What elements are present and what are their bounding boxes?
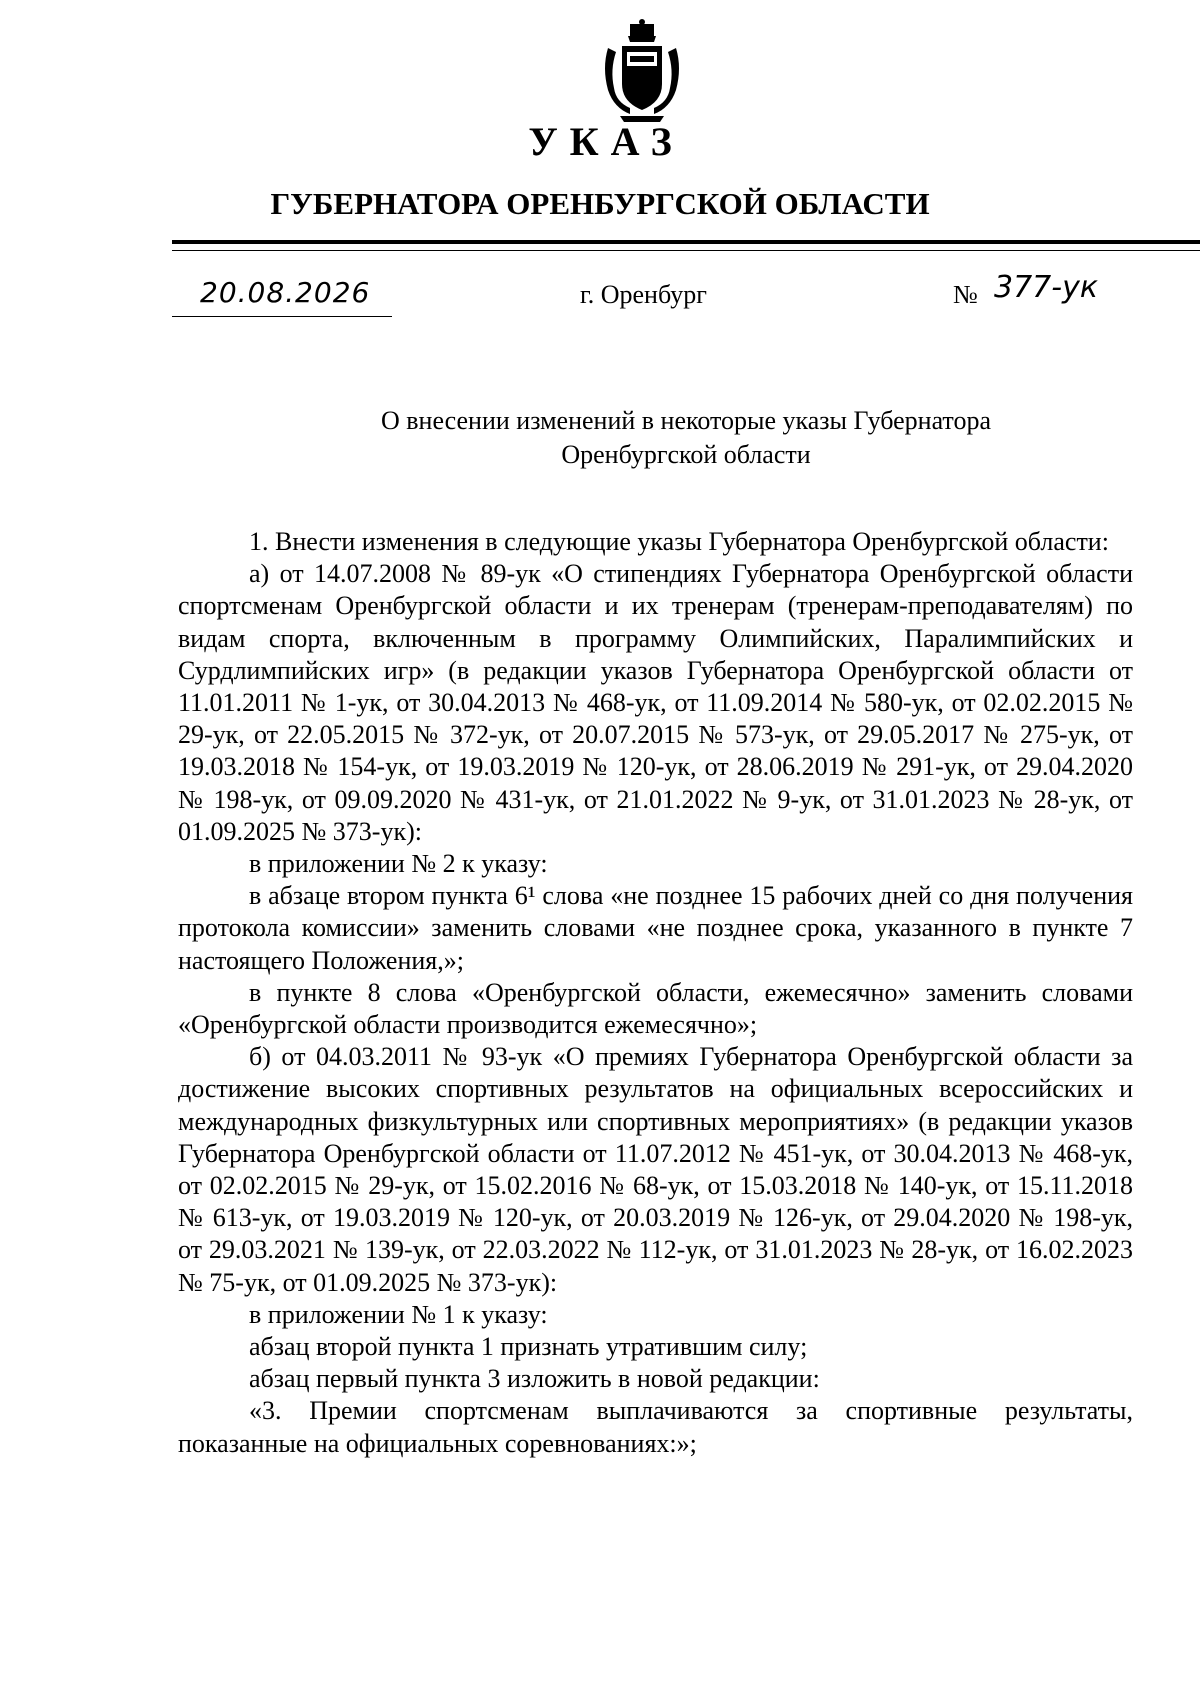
heading-line-1: О внесении изменений в некоторые указы Губернатора [380,406,991,435]
paragraph: абзац второй пункта 1 признать утратившим силу; [249,1332,808,1362]
number-sign: № [953,280,978,309]
paragraph: б) от 04.03.2011 № 93-ук «О премиях Губернатора Оренбургской области за достижение высоких спортивных результатов на официальных всероссийских и международных физкультурных или спортивных мероприятиях» (в редакции указов Губернатора Оренбургской области от 11.07.2012 № 451-ук, от 30.04.2013 № 468-ук, от 02.02.2015 № 29-ук, от 15.02.2016 № 68-ук, от 15.03.2018 № 140-ук, от 15.11.2018 № 613-ук, от 19.03.2019 № 120-ук, от 20.03.2019 № 126-ук, от 29.04.2020 № 198-ук, от 29.03.2021 № 139-ук, от 22.03.2022 № 112-ук, от 31.01.2023 № 28-ук, от 16.02.2023 № 75-ук, от 01.09.2025 № 373-ук): [178,1042,1133,1297]
document-city: г. Оренбург [580,280,707,309]
document-number: 377-ук [994,270,1098,305]
date-underline [172,316,392,317]
header-rule-thick [172,240,1200,244]
paragraph: «3. Премии спортсменам выплачиваются за спортивные результаты, показанные на официальных соревнованиях:»; [178,1396,1133,1458]
document-body [178,526,1133,1460]
document-date: 20.08.2026 [200,276,371,309]
issuer-title: ГУБЕРНАТОРА ОРЕНБУРГСКОЙ ОБЛАСТИ [270,186,930,221]
document-type-title: УКАЗ [528,119,684,164]
paragraph: абзац первый пункта 3 изложить в новой редакции: [249,1364,820,1394]
paragraph: в приложении № 1 к указу: [249,1299,548,1329]
header-rule-thin [172,250,1200,251]
heading-line-2: Оренбургской области [561,440,811,469]
paragraph: в пункте 8 слова «Оренбургской области, ежемесячно» заменить словами «Оренбургской области производится ежемесячно»; [178,977,1133,1040]
paragraph: в приложении № 2 к указу: [249,849,548,879]
paragraph: в абзаце втором пункта 6¹ слова «не позднее 15 рабочих дней со дня получения протокола комиссии» заменить словами «не позднее срока, указанного в пункте 7 настоящего Положения,»; [178,881,1133,975]
document-heading [172,404,1200,472]
paragraph: 1. Внести изменения в следующие указы Губернатора Оренбургской области: [249,527,1109,556]
paragraph: а) от 14.07.2008 № 89-ук «О стипендиях Губернатора Оренбургской области спортсменам Оренбургской области и их тренерам (тренерам-преподавателям) по видам спорта, включенным в программу Олимпийских, Паралимпийских и Сурдлимпийских игр» (в редакции указов Губернатора Оренбургской области от 11.01.2011 № 1-ук, от 30.04.2013 № 468-ук, от 11.09.2014 № 580-ук, от 02.02.2015 № 29-ук, от 22.05.2015 № 372-ук, от 20.07.2015 № 573-ук, от 29.05.2017 № 275-ук, от 19.03.2018 № 154-ук, от 19.03.2019 № 120-ук, от 28.06.2019 № 291-ук, от 29.04.2020 № 198-ук, от 09.09.2020 № 431-ук, от 21.01.2022 № 9-ук, от 31.01.2023 № 28-ук, от 01.09.2025 № 373-ук): [178,559,1133,846]
coat-of-arms-icon [600,18,684,126]
